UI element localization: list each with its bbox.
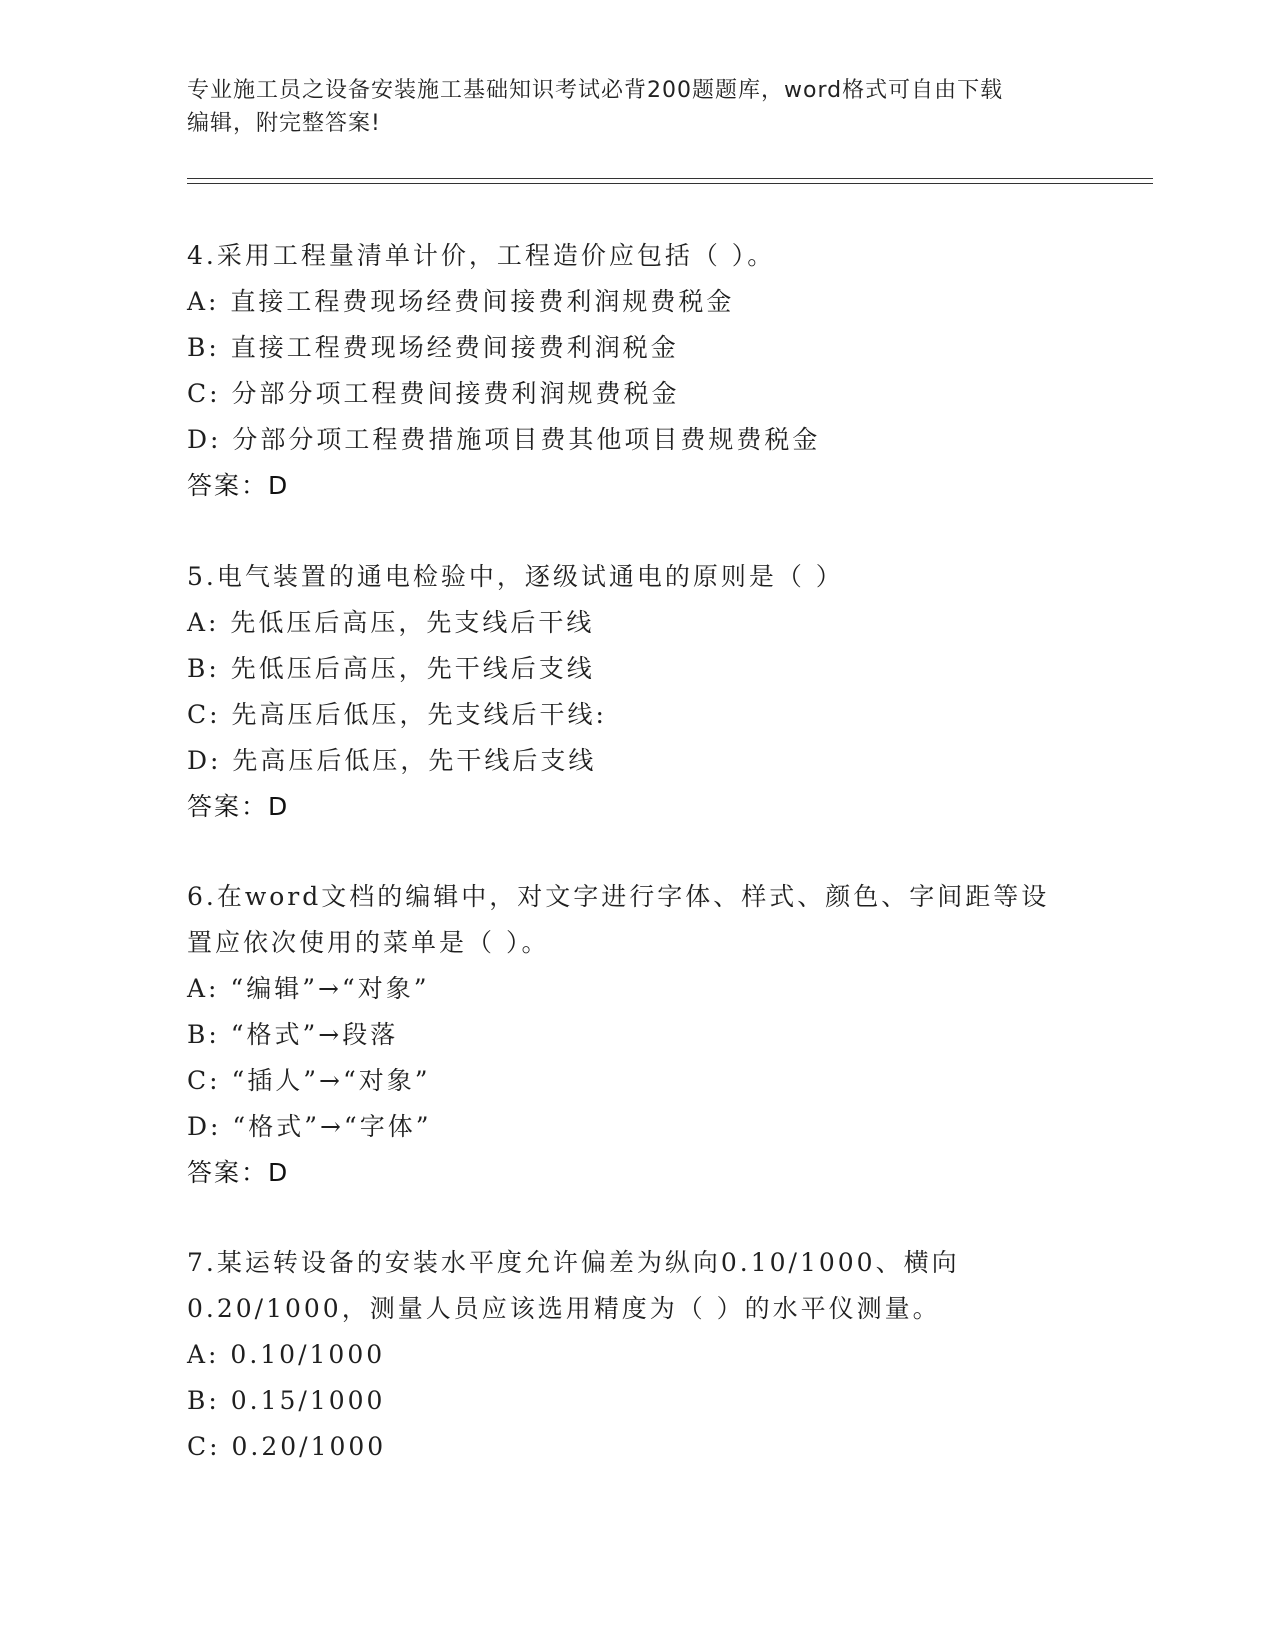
question-block	[187, 1240, 1087, 1470]
header-divider-bottom	[187, 183, 1153, 184]
question-block	[187, 874, 1087, 1196]
document-header	[187, 74, 1067, 140]
question-block	[187, 233, 1087, 509]
header-line-1: 专业施工员之设备安装施工基础知识考试必背200题题库，word格式可自由下载	[187, 78, 1004, 103]
option-c: C: 先高压后低压，先支线后干线:	[187, 700, 607, 729]
option-d: D: “格式”→“字体”	[187, 1112, 432, 1141]
answer-label: 答案：D	[187, 1158, 290, 1187]
header-line-2: 编辑，附完整答案!	[187, 111, 381, 136]
option-d: D: 先高压后低压，先干线后支线	[187, 746, 597, 775]
question-stem-continued: 置应依次使用的菜单是（ ）。	[187, 928, 550, 957]
header-divider-top	[187, 178, 1153, 179]
option-b: B: 0.15/1000	[187, 1386, 386, 1415]
option-a: A: 先低压后高压，先支线后干线	[187, 608, 595, 637]
option-a: A: 0.10/1000	[187, 1340, 386, 1369]
question-block	[187, 554, 1087, 830]
option-b: B: “格式”→段落	[187, 1020, 399, 1049]
question-stem: 5.电气装置的通电检验中，逐级试通电的原则是（ ）	[187, 562, 844, 591]
answer-label: 答案：D	[187, 471, 290, 500]
option-a: A: “编辑”→“对象”	[187, 974, 430, 1003]
option-d: D: 分部分项工程费措施项目费其他项目费规费税金	[187, 425, 821, 454]
question-stem: 6.在word文档的编辑中，对文字进行字体、样式、颜色、字间距等设	[187, 882, 1050, 911]
option-b: B: 直接工程费现场经费间接费利润税金	[187, 333, 679, 362]
answer-label: 答案：D	[187, 792, 290, 821]
option-c: C: 分部分项工程费间接费利润规费税金	[187, 379, 680, 408]
option-a: A: 直接工程费现场经费间接费利润规费税金	[187, 287, 735, 316]
question-stem: 7.某运转设备的安装水平度允许偏差为纵向0.10/1000、横向	[187, 1248, 960, 1277]
option-b: B: 先低压后高压，先干线后支线	[187, 654, 595, 683]
option-c: C: “插人”→“对象”	[187, 1066, 431, 1095]
option-c: C: 0.20/1000	[187, 1432, 387, 1461]
question-stem-continued: 0.20/1000，测量人员应该选用精度为（ ）的水平仪测量。	[187, 1294, 941, 1323]
question-stem: 4.采用工程量清单计价，工程造价应包括（ ）。	[187, 241, 776, 270]
